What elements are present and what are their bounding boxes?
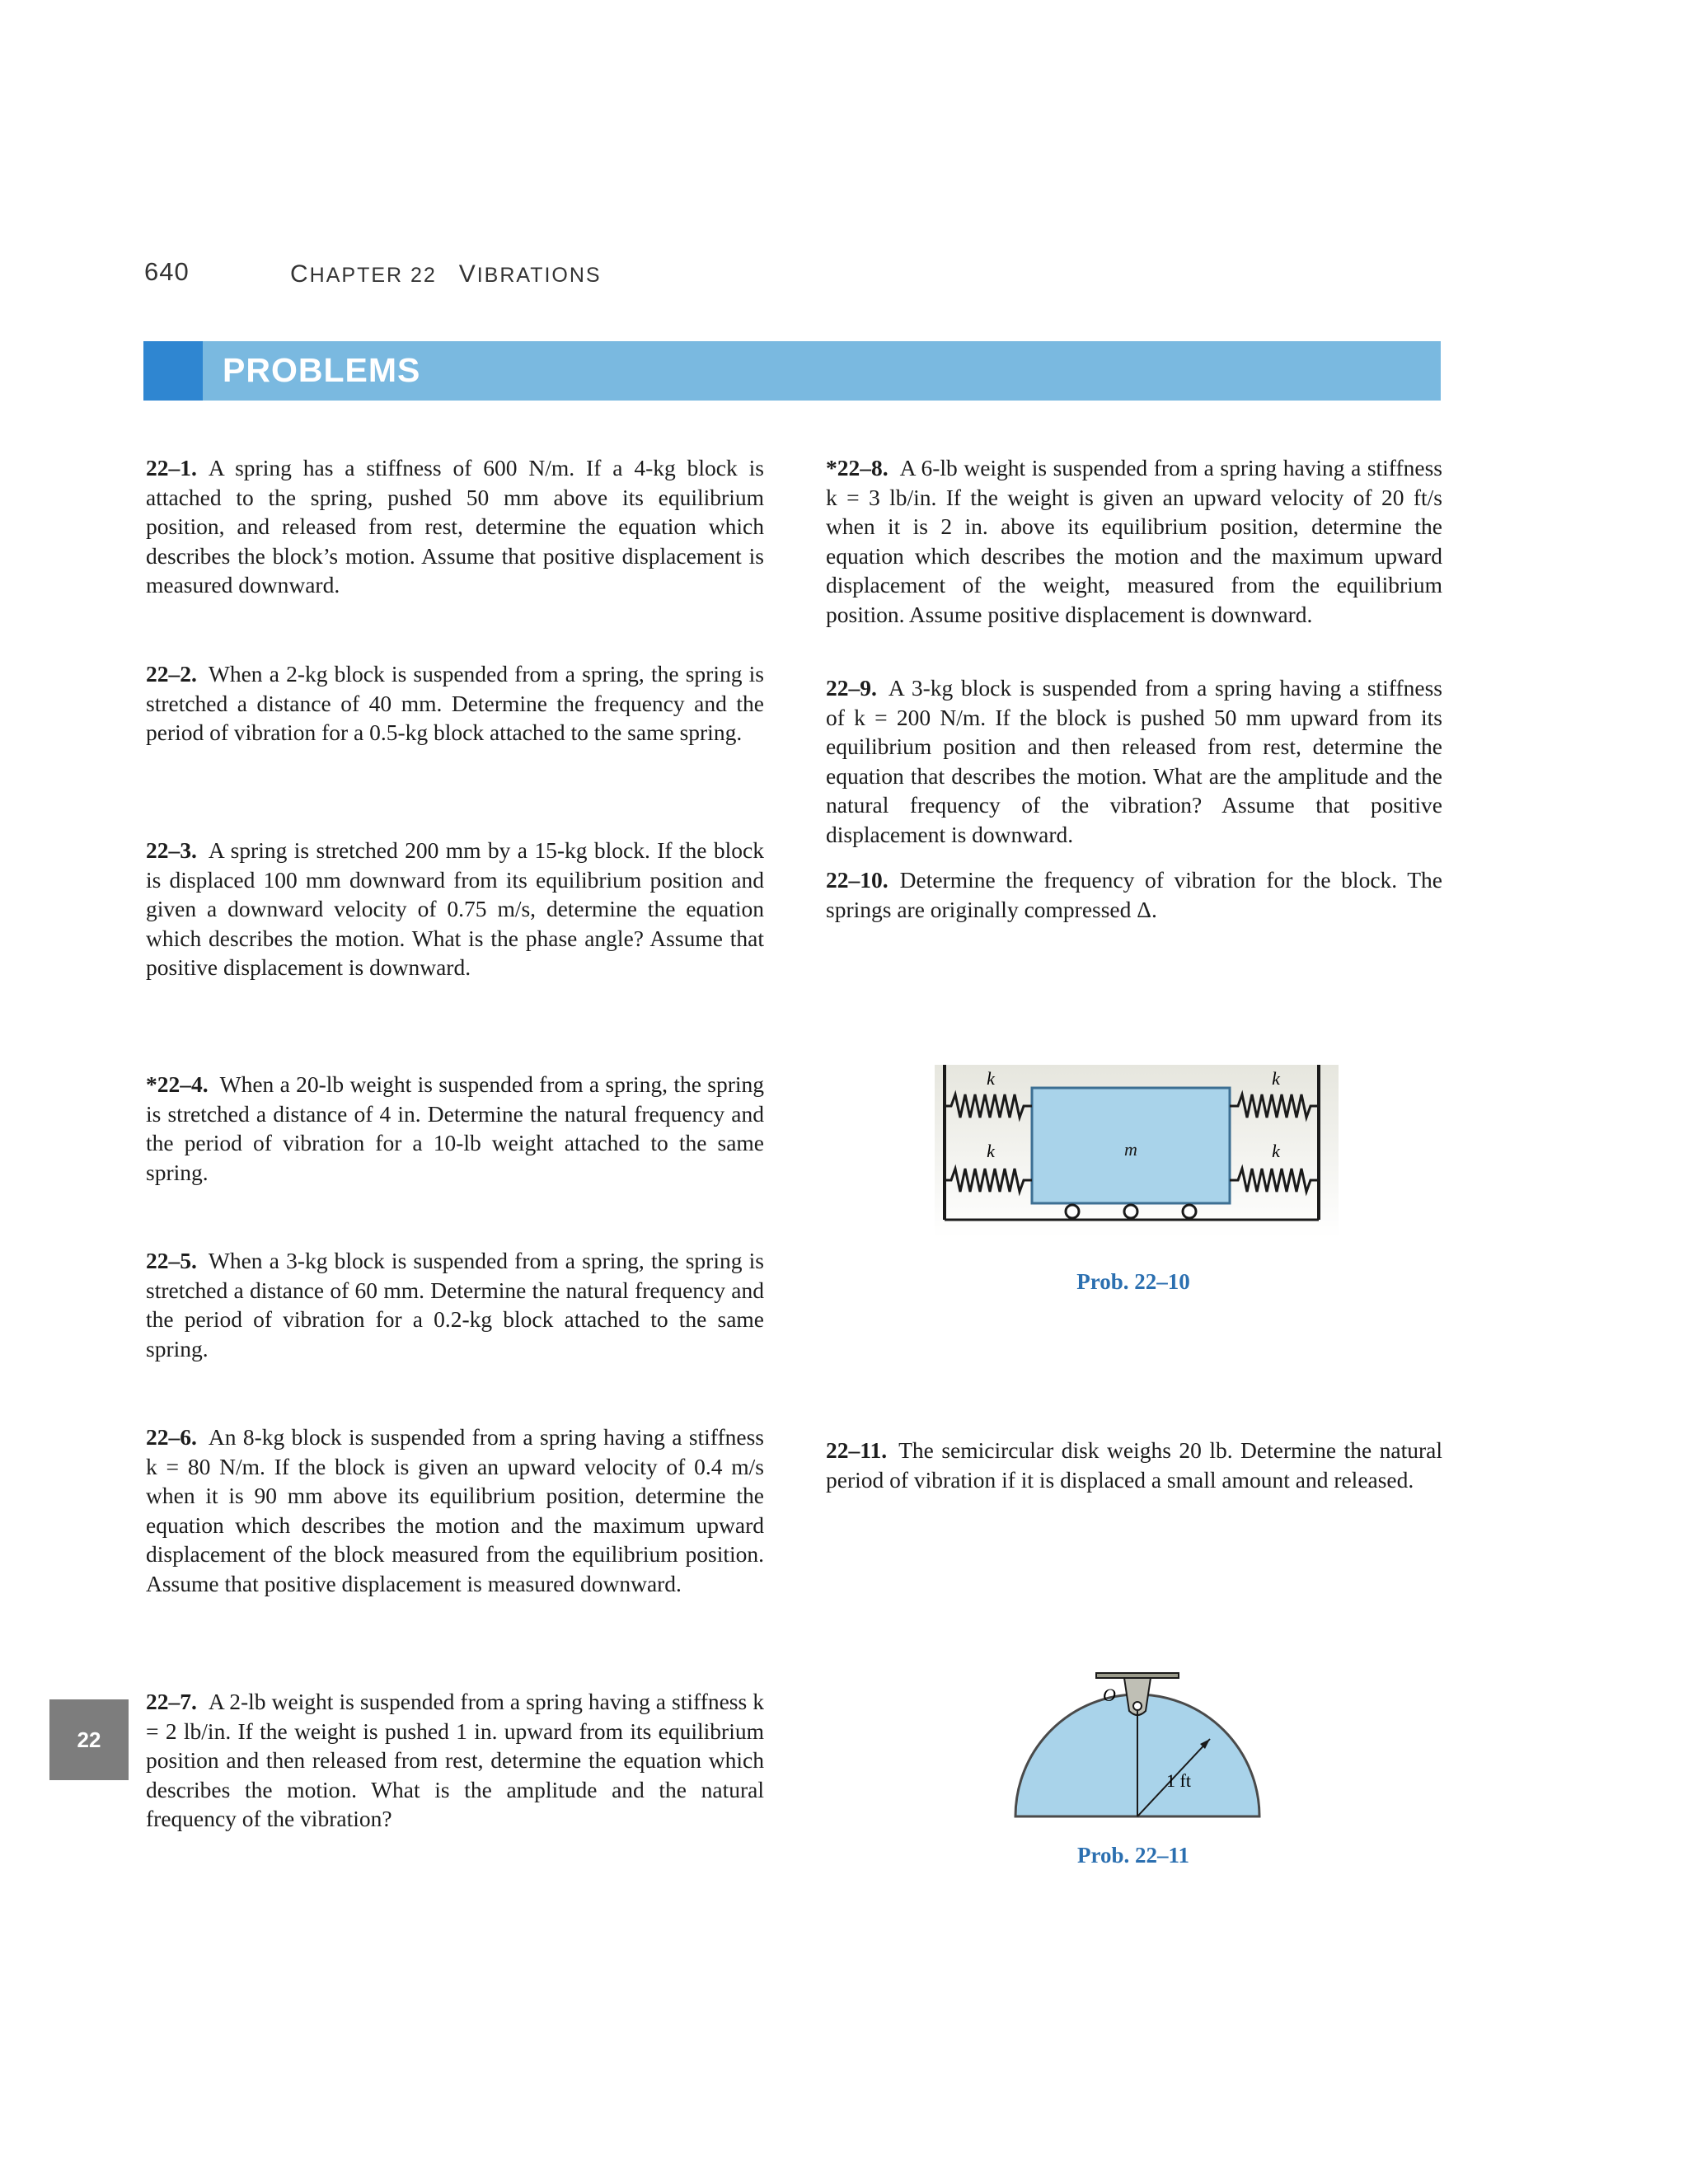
problem-text: A 2-lb weight is suspended from a spring having a stiffness k = 2 lb/in. If the weight is pushed 1 in. upward from its equilibrium position and then released from rest, determine the equation which describes the motion. What is the amplitude and the natural frequency of the vibration?	[146, 1689, 764, 1832]
problem-text: When a 2-kg block is suspended from a spring, the spring is stretched a distance of 40 mm. Determine the frequency and the period of vibration for a 0.5-kg block attached to the same spring.	[146, 661, 764, 746]
problem-22-2	[146, 659, 764, 748]
mass-label: m	[1124, 1139, 1137, 1160]
problems-banner	[143, 341, 1441, 401]
problem-text: A spring is stretched 200 mm by a 15-kg block. If the block is displaced 100 mm downward from its equilibrium position and given a downward velocity of 0.75 m/s, determine the equation which describes the motion. What is the phase angle? Assume that positive displacement is downward.	[146, 837, 764, 981]
running-head	[290, 260, 602, 288]
problem-text: A spring has a stiffness of 600 N/m. If a 4-kg block is attached to the spring, pushed 50 mm above its equilibrium position, and released from rest, determine the equation which describes the block’s motion. Assume that positive displacement is measured downward.	[146, 455, 764, 598]
problem-number: 22–9.	[826, 675, 877, 701]
problem-number: 22–7.	[146, 1689, 197, 1714]
pin-icon	[1133, 1702, 1142, 1710]
caption-22-11: Prob. 22–11	[1076, 1843, 1189, 1868]
problem-number: *22–4.	[146, 1071, 209, 1097]
problem-text: When a 20-lb weight is suspended from a spring, the spring is stretched a distance of 4 in. Determine the natural frequency and the period of vibration for a 10-lb weight attached to the same spring.	[146, 1071, 764, 1185]
problem-text: Determine the frequency of vibration for the block. The springs are originally compressed Δ.	[826, 867, 1442, 922]
pin-label: O	[1103, 1685, 1116, 1705]
problem-number: 22–6.	[146, 1424, 197, 1450]
radius-label: 1 ft	[1166, 1770, 1191, 1791]
banner-tab	[143, 341, 203, 401]
running-head-chapter: HAPTER 22	[309, 264, 437, 287]
spring-label-right-bottom: k	[1272, 1141, 1280, 1161]
figure-22-11	[1006, 1665, 1269, 1830]
problem-22-6	[146, 1422, 764, 1599]
running-head-v: V	[458, 260, 477, 288]
running-head-section: IBRATIONS	[476, 264, 602, 287]
problem-number: 22–5.	[146, 1248, 197, 1273]
problem-text: When a 3-kg block is suspended from a spring, the spring is stretched a distance of 60 mm. Determine the natural frequency and the period of vibration for a 0.2-kg block attached to the same spring.	[146, 1248, 764, 1361]
running-head-c: C	[290, 260, 310, 288]
problem-number: 22–11.	[826, 1437, 888, 1463]
problem-number: 22–1.	[146, 455, 197, 480]
problem-text: A 6-lb weight is suspended from a spring having a stiffness k = 3 lb/in. If the weight is given an upward velocity of 20 ft/s when it is 2 in. above its equilibrium position, determine the equation which describes the motion and the maximum upward displacement of the weight, measured from the equilibrium position. Assume positive displacement is downward.	[826, 455, 1442, 627]
chapter-side-tab: 22	[49, 1699, 129, 1780]
spring-label-right-top: k	[1272, 1068, 1280, 1089]
problem-text: The semicircular disk weighs 20 lb. Determine the natural period of vibration if it is displaced a small amount and released.	[826, 1437, 1442, 1493]
spring-label-left-top: k	[987, 1068, 995, 1089]
roller-3	[1183, 1205, 1196, 1218]
page-number: 640	[144, 257, 190, 286]
problem-22-8	[826, 453, 1442, 630]
roller-1	[1066, 1205, 1079, 1218]
problem-number: 22–10.	[826, 867, 889, 893]
problem-number: 22–2.	[146, 661, 197, 687]
problem-22-11	[826, 1436, 1442, 1494]
problem-number: *22–8.	[826, 455, 889, 480]
problem-text: A 3-kg block is suspended from a spring having a stiffness of k = 200 N/m. If the block is pushed 50 mm upward from its equilibrium position and then released from rest, determine the equation that describes the motion. What are the amplitude and the natural frequency of the vibration? Assume that positive displacement is downward.	[826, 675, 1442, 847]
problem-22-9	[826, 673, 1442, 850]
problem-text: An 8-kg block is suspended from a spring having a stiffness k = 80 N/m. If the block is given an upward velocity of 0.4 m/s when it is 90 mm above its equilibrium position, determine the equation which describes the motion and the maximum upward displacement of the block measured from the equilibrium position. Assume that positive displacement is measured downward.	[146, 1424, 764, 1596]
problem-number: 22–3.	[146, 837, 197, 863]
problem-22-4	[146, 1070, 764, 1187]
figure-22-10	[923, 1055, 1343, 1253]
problem-22-1	[146, 453, 764, 600]
roller-2	[1124, 1205, 1137, 1218]
spring-label-left-bottom: k	[987, 1141, 995, 1161]
problem-22-10	[826, 865, 1442, 924]
caption-22-10: Prob. 22–10	[1076, 1269, 1190, 1294]
problem-22-7	[146, 1687, 764, 1834]
problem-22-3	[146, 836, 764, 982]
banner-title: PROBLEMS	[223, 351, 421, 389]
problem-22-5	[146, 1246, 764, 1363]
